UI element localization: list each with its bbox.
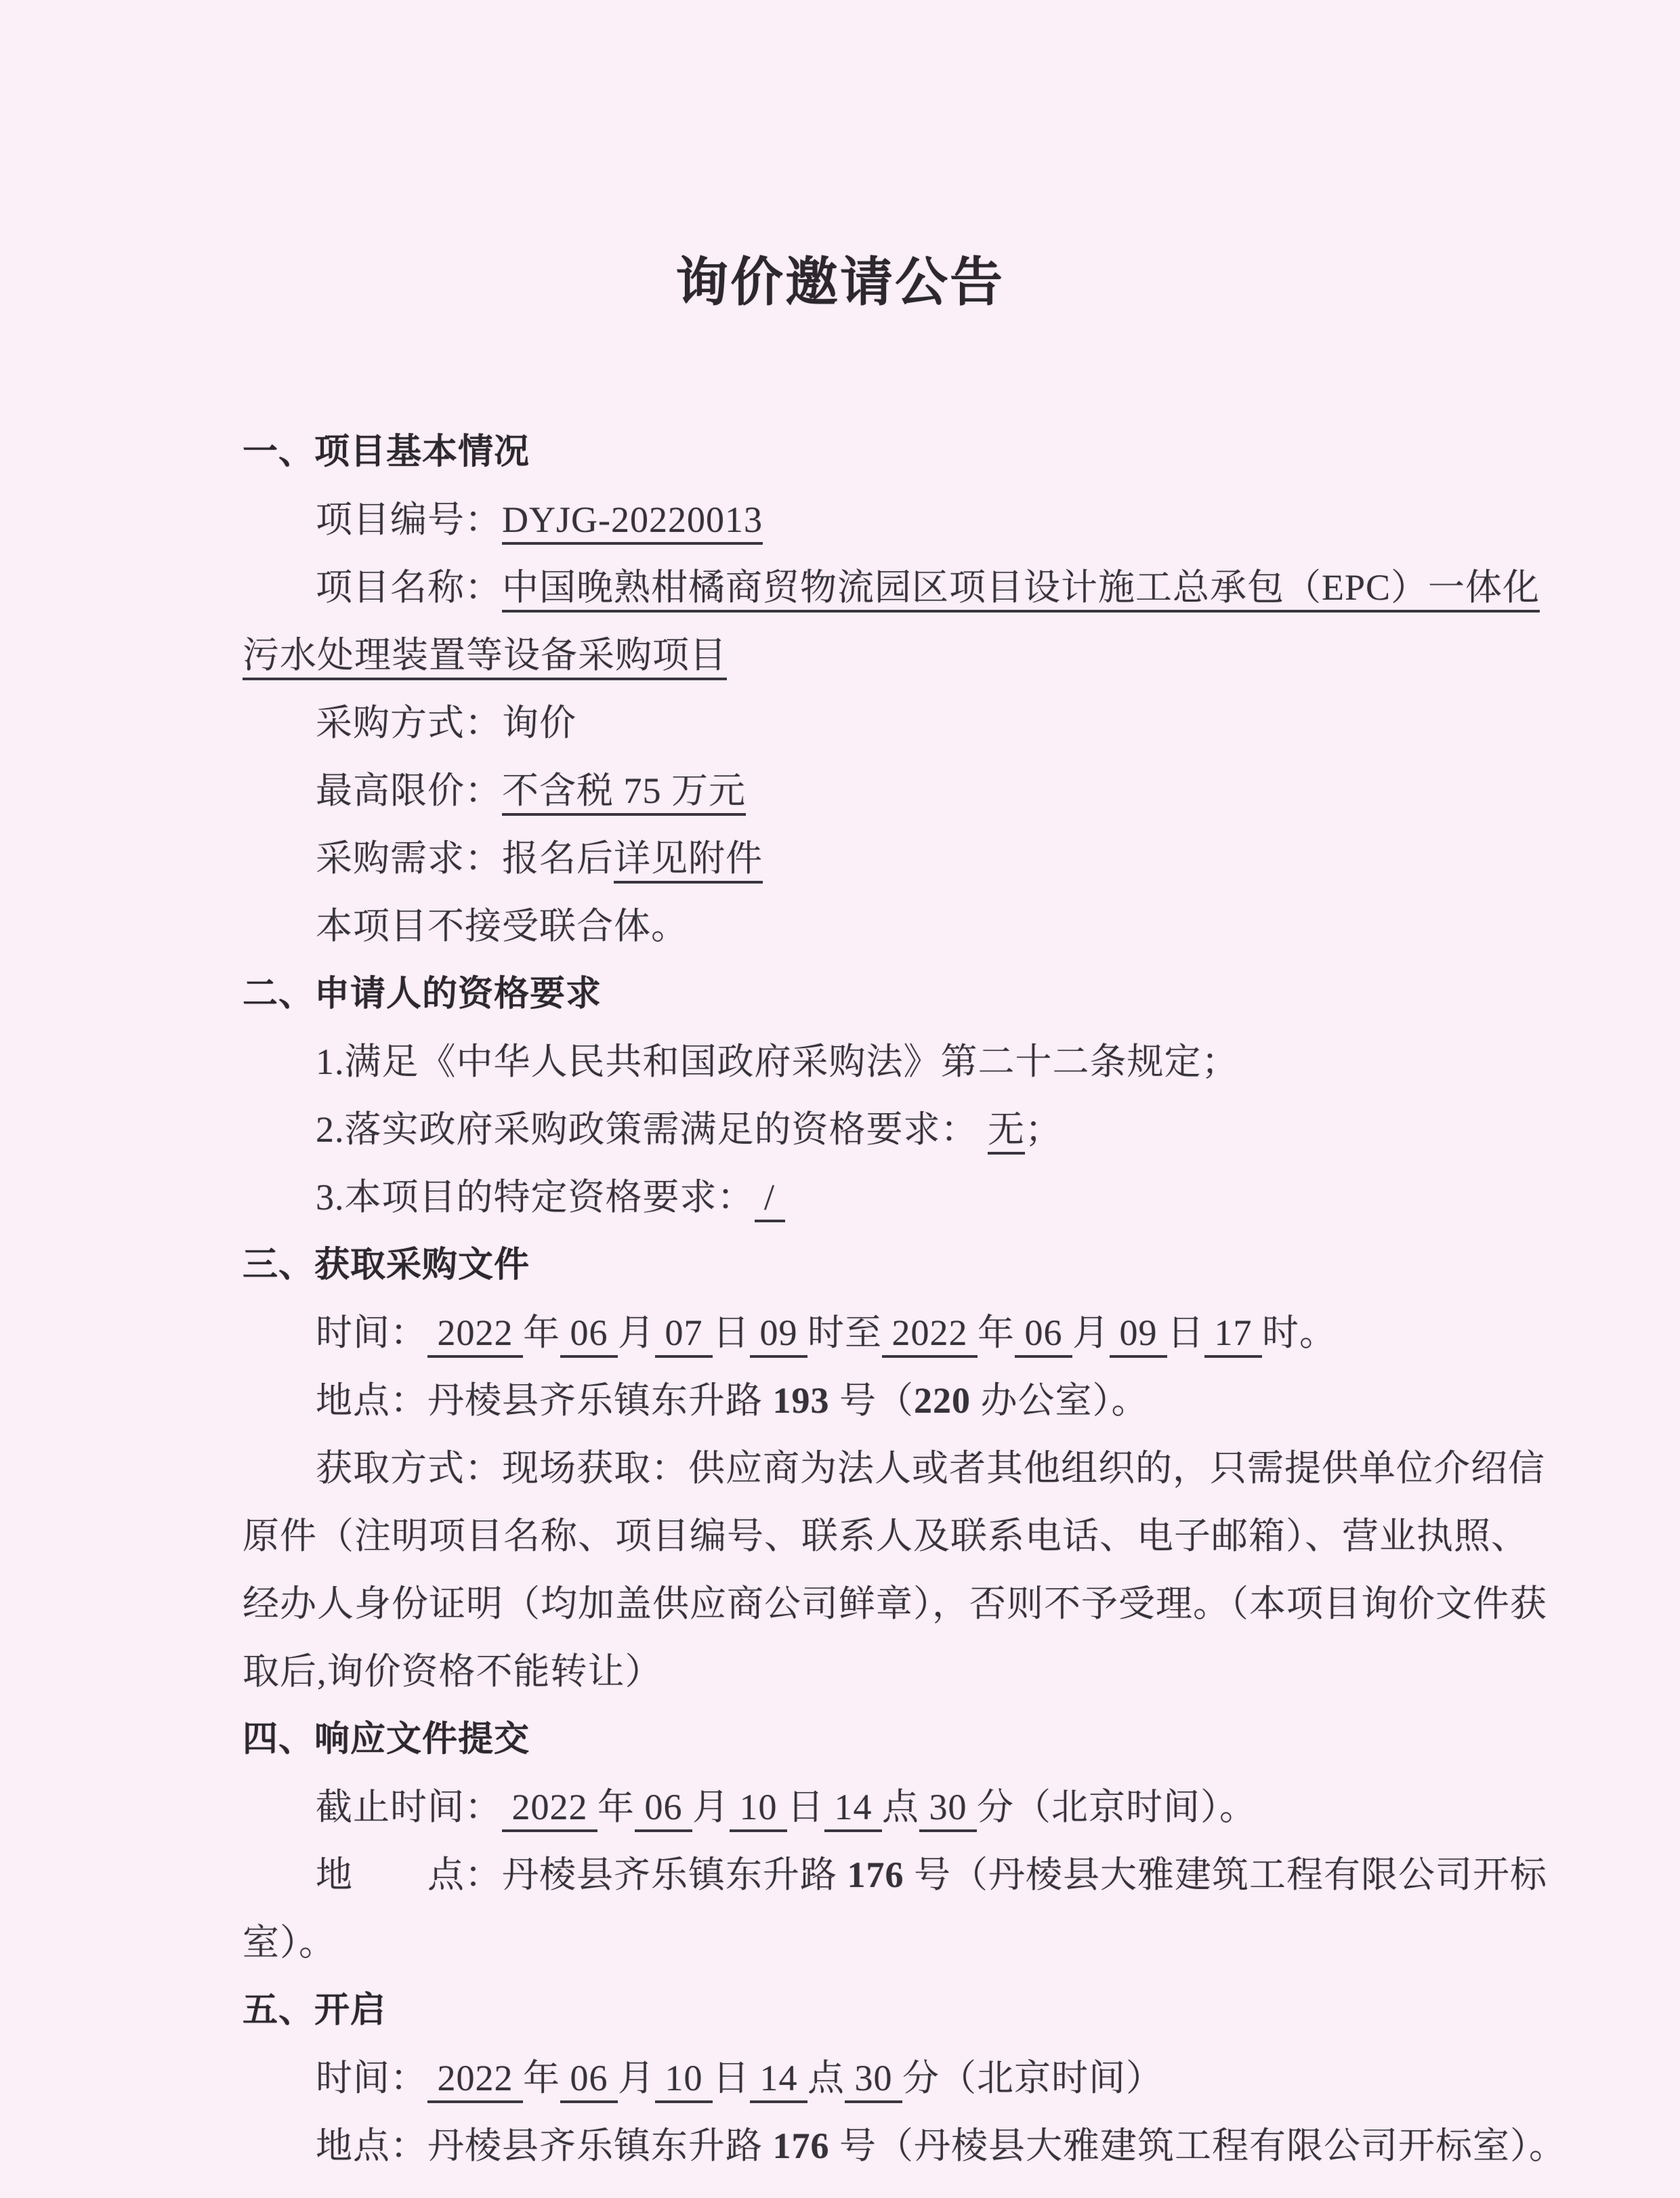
text-segment: 2.落实政府采购政策需满足的资格要求： [316, 1109, 988, 1150]
underlined-value-text: 2022 [427, 1312, 523, 1358]
underlined-value-text: 07 [655, 1312, 713, 1358]
text-segment: 分（北京时间）。 [977, 1787, 1257, 1827]
document-body [243, 418, 1566, 2180]
text-segment: 最高限价： [316, 770, 502, 811]
doc-line [243, 757, 1482, 825]
text-segment: 日 [713, 1312, 750, 1353]
bold-number: 193 [772, 1380, 830, 1421]
text-segment: 三、获取采购文件 [243, 1245, 530, 1285]
doc-line [243, 554, 1540, 621]
doc-line [243, 1163, 1482, 1231]
underlined-value-text: 06 [1015, 1312, 1072, 1358]
text-segment: 二、申请人的资格要求 [243, 974, 602, 1014]
text-segment: 采购方式：询价 [316, 703, 576, 743]
text-segment: 分（北京时间） [902, 2058, 1163, 2098]
doc-line [243, 689, 1482, 757]
text-segment: 本项目不接受联合体。 [316, 906, 688, 947]
doc-line [243, 1299, 1482, 1367]
text-segment: 采购需求：报名后 [316, 838, 614, 879]
underlined-value-text: 10 [655, 2058, 713, 2103]
doc-line [243, 825, 1482, 892]
underlined-value-text: 10 [730, 1787, 787, 1832]
text-segment: 3.本项目的特定资格要求： [316, 1177, 755, 1218]
doc-line-continuation [243, 1502, 1528, 1570]
text-segment: 一、项目基本情况 [243, 432, 530, 472]
section-heading [243, 960, 1482, 1028]
doc-line [243, 1434, 1545, 1502]
underlined-value-text: 14 [824, 1787, 882, 1832]
section-heading [243, 418, 1482, 486]
doc-line-continuation [243, 621, 1482, 689]
text-segment: 年 [978, 1312, 1015, 1353]
underlined-value-text: 2022 [427, 2058, 523, 2103]
text-segment: 号（丹棱县大雅建筑工程有限公司开标室）。 [829, 2126, 1566, 2166]
text-segment: 办公室）。 [971, 1380, 1149, 1421]
doc-line [243, 486, 1482, 554]
text-segment: 点 [882, 1787, 919, 1827]
text-segment: 月 [618, 2058, 655, 2098]
underlined-value-text: DYJG-20220013 [502, 499, 763, 545]
text-segment: 年 [597, 1787, 635, 1827]
section-heading [243, 1705, 1482, 1773]
underlined-value-text: 06 [635, 1787, 692, 1832]
text-segment: 原件（注明项目名称、项目编号、联系人及联系电话、电子邮箱）、营业执照、 [243, 1516, 1528, 1556]
doc-line [243, 892, 1482, 960]
section-heading [243, 1976, 1482, 2044]
doc-line [243, 1367, 1482, 1434]
underlined-value-text: 详见附件 [614, 838, 763, 884]
bold-number: 176 [772, 2126, 830, 2166]
underlined-value-text: 不含税 75 万元 [502, 770, 746, 816]
underlined-value-text: 30 [919, 1787, 977, 1832]
section-heading [243, 1231, 1482, 1299]
text-segment: 1.满足《中华人民共和国政府采购法》第二十二条规定； [316, 1041, 1239, 1082]
text-segment: 点 [807, 2058, 845, 2098]
doc-line [243, 1096, 1482, 1163]
text-segment: 取后,询价资格不能转让） [243, 1651, 663, 1692]
text-segment: 项目名称： [316, 567, 502, 608]
text-segment: 年 [523, 1312, 560, 1353]
bold-number: 220 [914, 1380, 971, 1421]
underlined-value-text: 中国晚熟柑橘商贸物流园区项目设计施工总承包（EPC）一体化 [502, 567, 1540, 613]
text-segment: 日 [713, 2058, 750, 2098]
underlined-value-text: 2022 [882, 1312, 978, 1358]
text-segment: 地点：丹棱县齐乐镇东升路 [316, 1380, 773, 1421]
text-segment: 获取方式：现场获取：供应商为法人或者其他组织的，只需提供单位介绍信 [316, 1448, 1545, 1489]
doc-line [243, 1028, 1482, 1096]
doc-line [243, 2112, 1566, 2180]
underlined-value-text: 无 [988, 1109, 1025, 1155]
text-segment: 时间： [316, 1312, 427, 1353]
text-segment: 月 [618, 1312, 655, 1353]
text-segment: 四、响应文件提交 [243, 1720, 530, 1759]
text-segment: 月 [1072, 1312, 1110, 1353]
underlined-value-text: 09 [1110, 1312, 1167, 1358]
text-segment: 时至 [807, 1312, 882, 1353]
text-segment: 号（ [829, 1380, 914, 1421]
underlined-value-text: 17 [1204, 1312, 1262, 1358]
underlined-value-text: 06 [560, 1312, 618, 1358]
underlined-value-text: 14 [750, 2058, 807, 2103]
text-segment: 地点：丹棱县齐乐镇东升路 [316, 2126, 773, 2166]
text-segment: 地 点：丹棱县齐乐镇东升路 [316, 1854, 847, 1895]
text-segment: 室）。 [243, 1922, 336, 1963]
text-segment: 号（丹棱县大雅建筑工程有限公司开标 [904, 1854, 1547, 1895]
text-segment: 月 [692, 1787, 730, 1827]
underlined-value-text: 09 [750, 1312, 807, 1358]
text-segment: 时。 [1262, 1312, 1337, 1353]
doc-line-continuation [243, 1638, 1482, 1705]
bold-number: 176 [847, 1854, 904, 1895]
doc-line [243, 1841, 1547, 1909]
doc-line [243, 2044, 1482, 2112]
text-segment: 时间： [316, 2058, 427, 2098]
underlined-value-text: 污水处理装置等设备采购项目 [243, 635, 727, 680]
text-segment: 经办人身份证明（均加盖供应商公司鲜章），否则不予受理。（本项目询价文件获 [243, 1583, 1547, 1624]
underlined-value-text: 30 [845, 2058, 902, 2103]
doc-line [243, 1773, 1482, 1841]
text-segment: 年 [523, 2058, 560, 2098]
text-segment: 五、开启 [243, 1991, 387, 2030]
text-segment: 日 [787, 1787, 824, 1827]
text-segment: ； [1025, 1109, 1062, 1150]
underlined-value-text: / [755, 1177, 785, 1222]
doc-line-continuation [243, 1570, 1547, 1638]
underlined-value-text: 06 [560, 2058, 618, 2103]
underlined-value-text: 2022 [502, 1787, 597, 1832]
doc-line-continuation [243, 1909, 1482, 1976]
text-segment: 截止时间： [316, 1787, 502, 1827]
text-segment: 项目编号： [316, 499, 502, 540]
document-title: 询价邀请公告 [675, 253, 1005, 312]
text-segment: 日 [1167, 1312, 1204, 1353]
